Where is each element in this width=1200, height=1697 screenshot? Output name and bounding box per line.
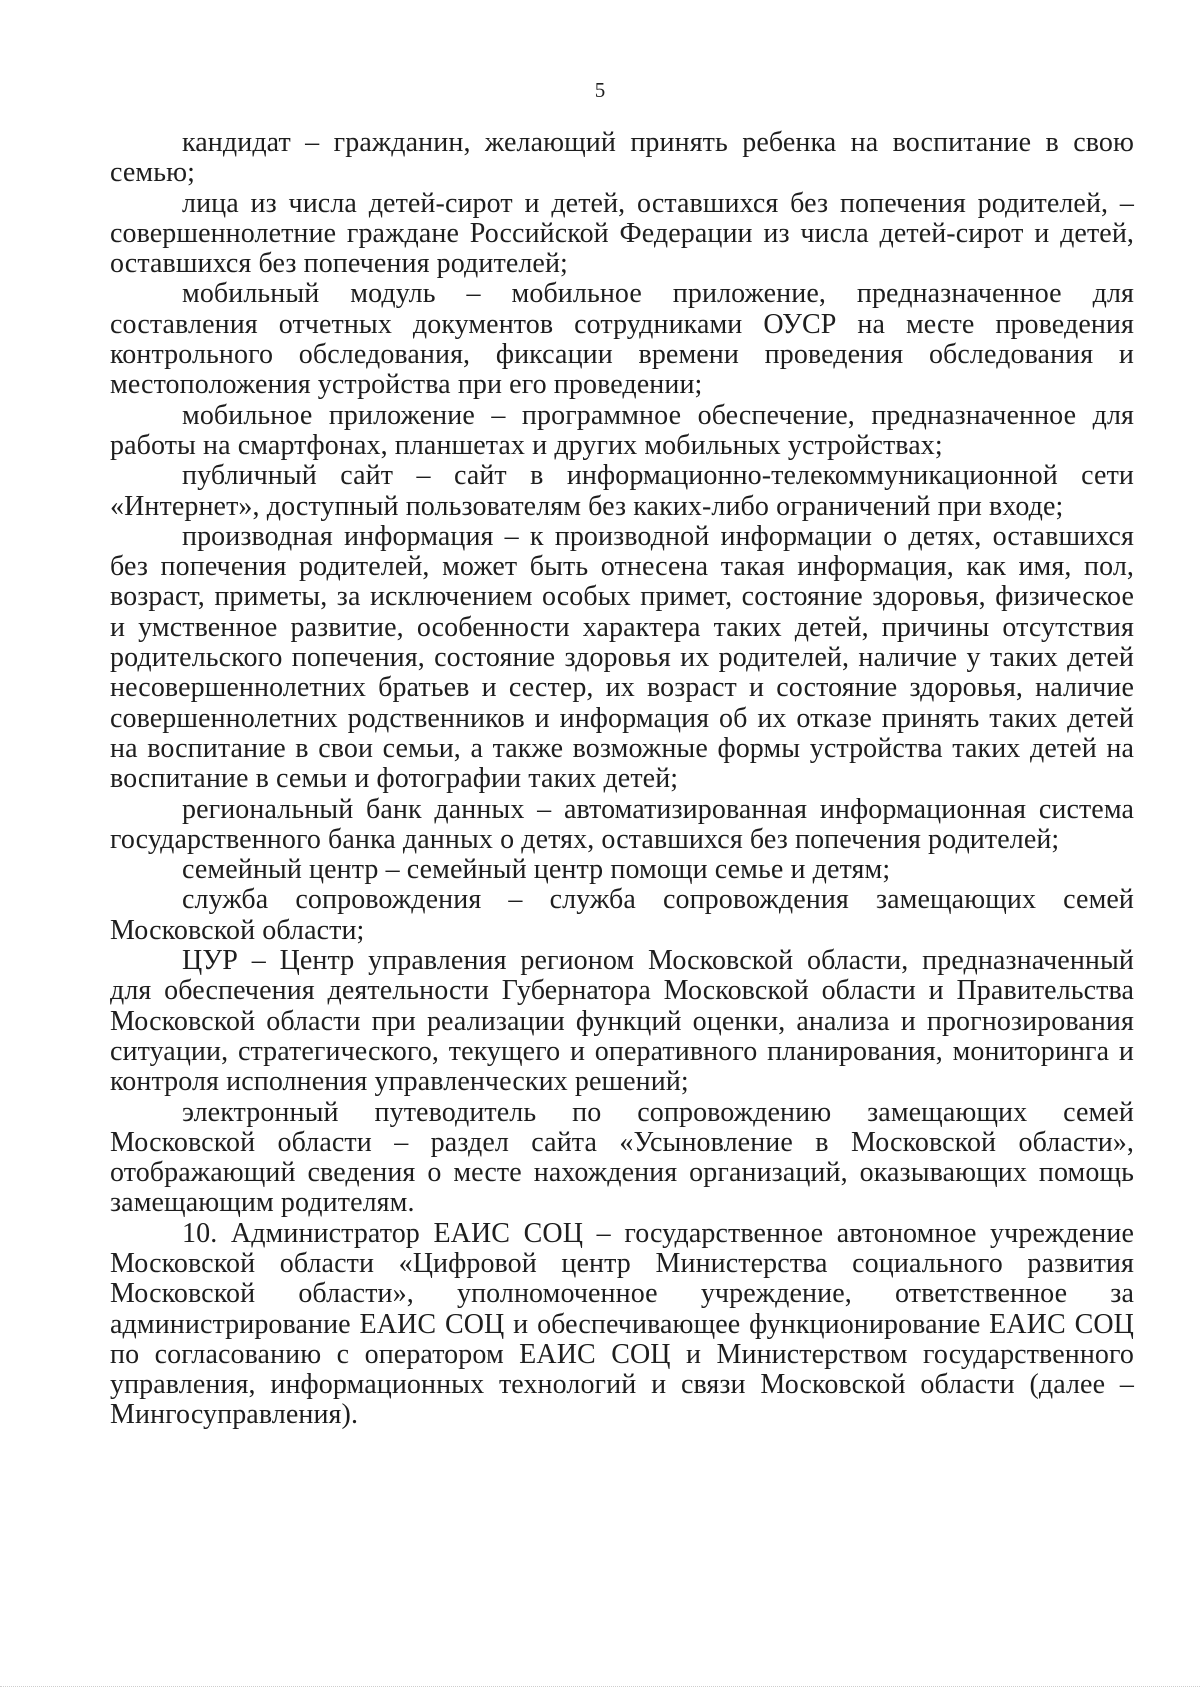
definition-regional-databank: региональный банк данных – автоматизированная информационная система государственного банка данных о детях, оставшихся без попечения родителей; xyxy=(110,793,1134,855)
scan-edge-divider xyxy=(0,1686,1200,1687)
definition-family-center: семейный центр – семейный центр помощи семье и детям; xyxy=(182,854,891,886)
definition-derived-info: производная информация – к производной информации о детях, оставшихся без попечения родителей, может быть отнесена такая информация, как имя, пол, возраст, приметы, за исключением особых примет, состояние здоровья, физическое и умственное развитие, особенности характера таких детей, причины отсутствия родительского попечения, состояние здоровья их родителей, наличие у таких детей несовершеннолетних братьев и сестер, их возраст и состояние здоровья, наличие совершеннолетних родственников и информация об их отказе принять таких детей на воспитание в свои семьи, а также возможные формы устройства таких детей на воспитание в семьи и фотографии таких детей; xyxy=(110,520,1134,795)
definition-region-control-center: ЦУР – Центр управления регионом Московской области, предназначенный для обеспечения деятельности Губернатора Московской области и Правительства Московской области при реализации функций оценки, анализа и прогнозирования ситуации, стратегического, текущего и оперативного планирования, мониторинга и контроля исполнения управленческих решений; xyxy=(110,945,1134,1098)
definition-mobile-app: мобильное приложение – программное обеспечение, предназначенное для работы на смартфонах, планшетах и других мобильных устройствах; xyxy=(110,399,1134,461)
definition-electronic-guide: электронный путеводитель по сопровождению замещающих семей Московской области – раздел сайта «Усыновление в Московской области», отображающий сведения о месте нахождения организаций, оказывающих помощь замещающим родителям. xyxy=(110,1096,1134,1219)
document-body xyxy=(110,128,1134,1431)
definition-candidate: кандидат – гражданин, желающий принять ребенка на воспитание в свою семью; xyxy=(110,127,1134,189)
definition-support-service: служба сопровождения – служба сопровождения замещающих семей Московской области; xyxy=(110,884,1134,946)
definition-public-site: публичный сайт – сайт в информационно-телекоммуникационной сети «Интернет», доступный пользователям без каких-либо ограничений при входе; xyxy=(110,460,1134,522)
definition-mobile-module: мобильный модуль – мобильное приложение, предназначенное для составления отчетных документов сотрудниками ОУСР на месте проведения контрольного обследования, фиксации времени проведения обследования и местоположения устройства при его проведении; xyxy=(110,278,1134,401)
definition-orphan-persons: лица из числа детей-сирот и детей, оставшихся без попечения родителей, – совершеннолетние граждане Российской Федерации из числа детей-сирот и детей, оставшихся без попечения родителей; xyxy=(110,187,1134,280)
clause-10-administrator: 10. Администратор ЕАИС СОЦ – государственное автономное учреждение Московской области «Цифровой центр Министерства социального развития Московской области», уполномоченное учреждение, ответственное за администрирование ЕАИС СОЦ и обеспечивающее функционирование ЕАИС СОЦ по согласованию с оператором ЕАИС СОЦ и Министерством государственного управления, информационных технологий и связи Московской области (далее – Мингосуправления). xyxy=(110,1217,1134,1431)
page-number: 5 xyxy=(594,78,606,102)
